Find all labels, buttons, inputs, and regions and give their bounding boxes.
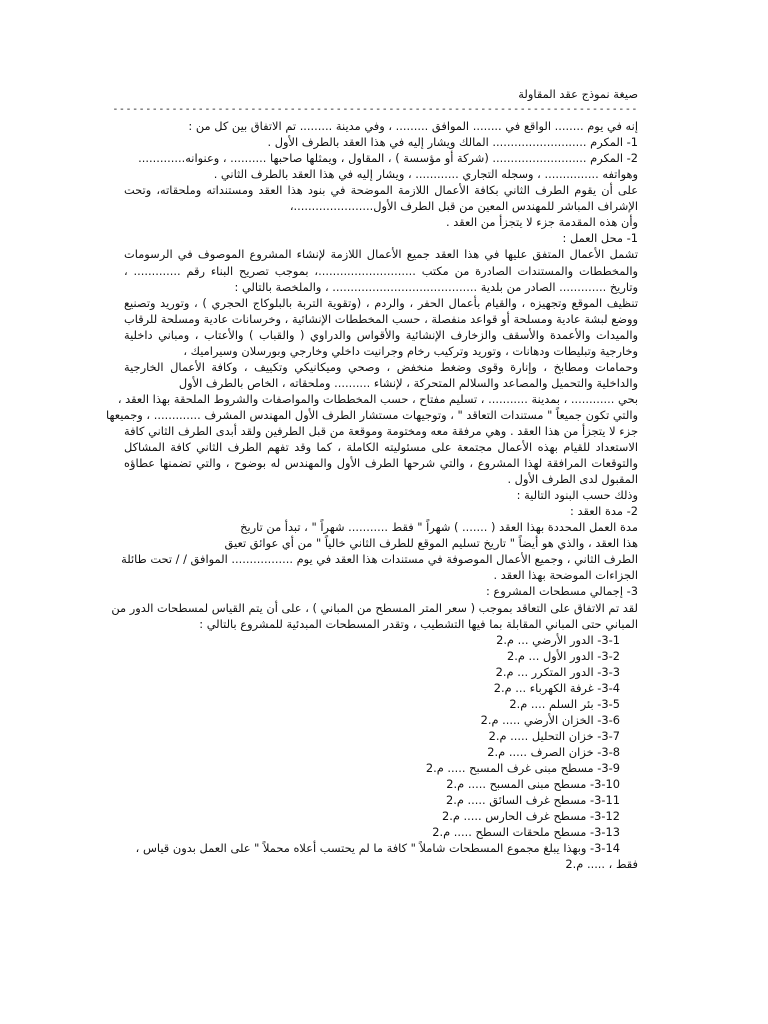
section-heading-areas: 3- إجمالي مسطحات المشروع : [485, 584, 638, 599]
clauses-intro-line: وذلك حسب البنود التالية : [516, 488, 638, 503]
areas-line: المباني حتى المباني المقابلة بما فيها التشطيب ، وتقدر المسطحات المبدئية للمشروع بالتالي : [199, 616, 638, 631]
areas-line: لقد تم الاتفاق على التعاقد بموجب ( سعر المتر المسطح من المباني ) ، على أن يتم القياس لمسطحات الدور من [111, 600, 638, 615]
duration-line: الطرف الثاني ، وجميع الأعمال الموصوفة في مستندات هذا العقد في يوم ................. الموافق / / تحت طائلة [121, 552, 638, 567]
scope-line: والمخططات والمستندات الصادرة من مكتب ...........................، بموجب تصريح البناء رقم ............. ، [124, 263, 638, 278]
scope-line: والتوقعات المرافقة لهذا المشروع ، والتي شرحها الطرف الأول والمهندس له بوضوح ، والتي تضمنها عطاؤه [124, 456, 638, 471]
title-separator: -------------------------------------------------------------------------------- [112, 104, 638, 116]
scope-line: وتاريخ ............. الصادر من بلدية ........................................ ، والملخصة بالتالي : [234, 279, 638, 294]
preamble-line: وأن هذه المقدمة جزء لا يتجزأ من العقد . [446, 215, 638, 230]
area-list-item: 3-5- بئر السلم .... م.2 [509, 696, 620, 711]
area-list-item: 3-8- خزان الصرف ..... م.2 [487, 744, 620, 759]
party-one-line: 1- المكرم .......................... المالك ويشار إليه في هذا العقد بالطرف الأول . [267, 135, 638, 150]
scope-line: والداخلية والتحميل والمصاعد والسلالم المتحركة ، لإنشاء .......... وملحقاته ، الخاص بالطرف الأول [178, 375, 638, 390]
scope-line: الاستعداد للقيام بهذه الأعمال مجتمعة على مسئوليته الكاملة ، كما وقد تفهم الطرف الثاني كافة المشاكل [124, 440, 638, 455]
area-list-item: 3-7- خزان التحليل ..... م.2 [488, 728, 620, 743]
scope-line: جزء لا يتجزأ من هذا العقد . وهي مرفقة معه ومختومة وموقعة من قبل الطرفين ولقد أبدى الطرف الثاني كافة [124, 423, 638, 438]
area-list-item: 3-4- غرفة الكهرباء ... م.2 [493, 680, 620, 695]
scope-line: تشمل الأعمال المتفق عليها في هذا العقد جميع الأعمال اللازمة لإنشاء المشروع الموصوف في الرسومات [124, 247, 638, 262]
intro-line: إنه في يوم ........ الواقع في ........ الموافق ......... ، وفي مدينة ......... تم الاتفاق بين كل من : [188, 119, 638, 134]
area-list-item: 3-11- مسطح غرف السائق ..... م.2 [445, 793, 620, 808]
area-list-item: 3-2- الدور الأول ... م.2 [506, 648, 620, 663]
scope-line: بحي ............ ، بمدينة ........... ، تسليم مفتاح ، حسب المخططات والمواصفات والشروط الملحقة بهذا العقد ، [117, 391, 638, 406]
scope-line: تنظيف الموقع وتجهيزه ، والقيام بأعمال الحفر ، والردم ، (وتقوية التربة بالبلوكاج الحجري ) ، وتوريد وتصنيع [124, 295, 638, 310]
party-two-line: 2- المكرم .......................... (شركة أو مؤسسة ) ، المقاول ، ويمثلها صاحبها .......... ، وعنوانه............. [138, 151, 638, 166]
supervision-line: الإشراف المباشر للمهندس المعين من قبل الطرف الأول......................، [289, 199, 638, 214]
section-heading-scope: 1- محل العمل : [562, 231, 638, 246]
scope-line: والميدات والأعمدة والأسقف والزخارف الإنشائية والأقواس والدراوي ( والقباب ) والأعتاب ، ومباني داخلية [124, 327, 638, 342]
area-list-item: 3-1- الدور الأرضي ... م.2 [496, 632, 620, 647]
party-two-contact-line: وهواتفه ............... ، وسجله التجاري ............ ، ويشار إليه في هذا العقد بالطرف الثاني . [213, 167, 638, 182]
scope-line: المقبول لدى الطرف الأول . [507, 472, 638, 487]
area-list-item: 3-13- مسطح ملحقات السطح ..... م.2 [432, 825, 620, 840]
contract-text [106, 86, 638, 872]
area-list-item: 3-14- وبهذا يبلغ مجموع المسطحات شاملاً " كافة ما لم يحتسب أعلاه محملاً " على العمل بدون قياس ، [135, 841, 620, 856]
duration-line: الجزاءات الموضحة بهذا العقد . [493, 568, 638, 583]
area-total-line: فقط ، ..... م.2 [565, 857, 638, 872]
area-list-item: 3-6- الخزان الأرضي ..... م.2 [480, 712, 620, 727]
section-heading-duration: 2- مدة العقد : [570, 504, 638, 519]
obligation-line: على أن يقوم الطرف الثاني بكافة الأعمال اللازمة الموضحة في بنود هذا العقد ومستنداته وملحقاته، وتحت [124, 183, 638, 198]
area-list-item: 3-9- مسطح مبنى غرف المسبح ..... م.2 [425, 760, 620, 775]
duration-line: هذا العقد ، والذي هو أيضاً " تاريخ تسليم الموقع للطرف الثاني خالياً " من أي عوائق تعيق [224, 536, 638, 551]
area-list-item: 3-12- مسطح غرف الحارس ..... م.2 [442, 809, 620, 824]
scope-line: ووضع لبشة عادية ومسلحة أو قواعد منفصلة ، حسب المخططات الإنشائية ، وخرسانات عادية ومسلحة للرقاب [124, 311, 638, 326]
area-list-item: 3-3- الدور المتكرر ... م.2 [495, 664, 620, 679]
scope-line: والتي تكون جميعاً " مستندات التعاقد " ، وتوجيهات مستشار الطرف الأول المهندس المشرف ............. ، وجميعها [106, 407, 638, 422]
area-list-item: 3-10- مسطح مبنى المسبح ..... م.2 [446, 777, 620, 792]
scope-line: وحمامات ومطابخ ، وإنارة وقوى وضغط منخفض ، وصحي وميكانيكي وتكييف ، وكافة الأعمال الخارجية [124, 359, 638, 374]
duration-line: مدة العمل المحددة بهذا العقد ( ....... ) شهراً " فقط ........... شهراً " ، تبدأ من تاريخ [240, 520, 638, 535]
document-title: صيغة نموذج عقد المقاولة [518, 87, 638, 101]
scope-line: وخارجية وتبليطات ودهانات ، وتوريد وتركيب رخام وجرانيت داخلي وخارجي وبورسلان وسيراميك ، [183, 343, 638, 358]
